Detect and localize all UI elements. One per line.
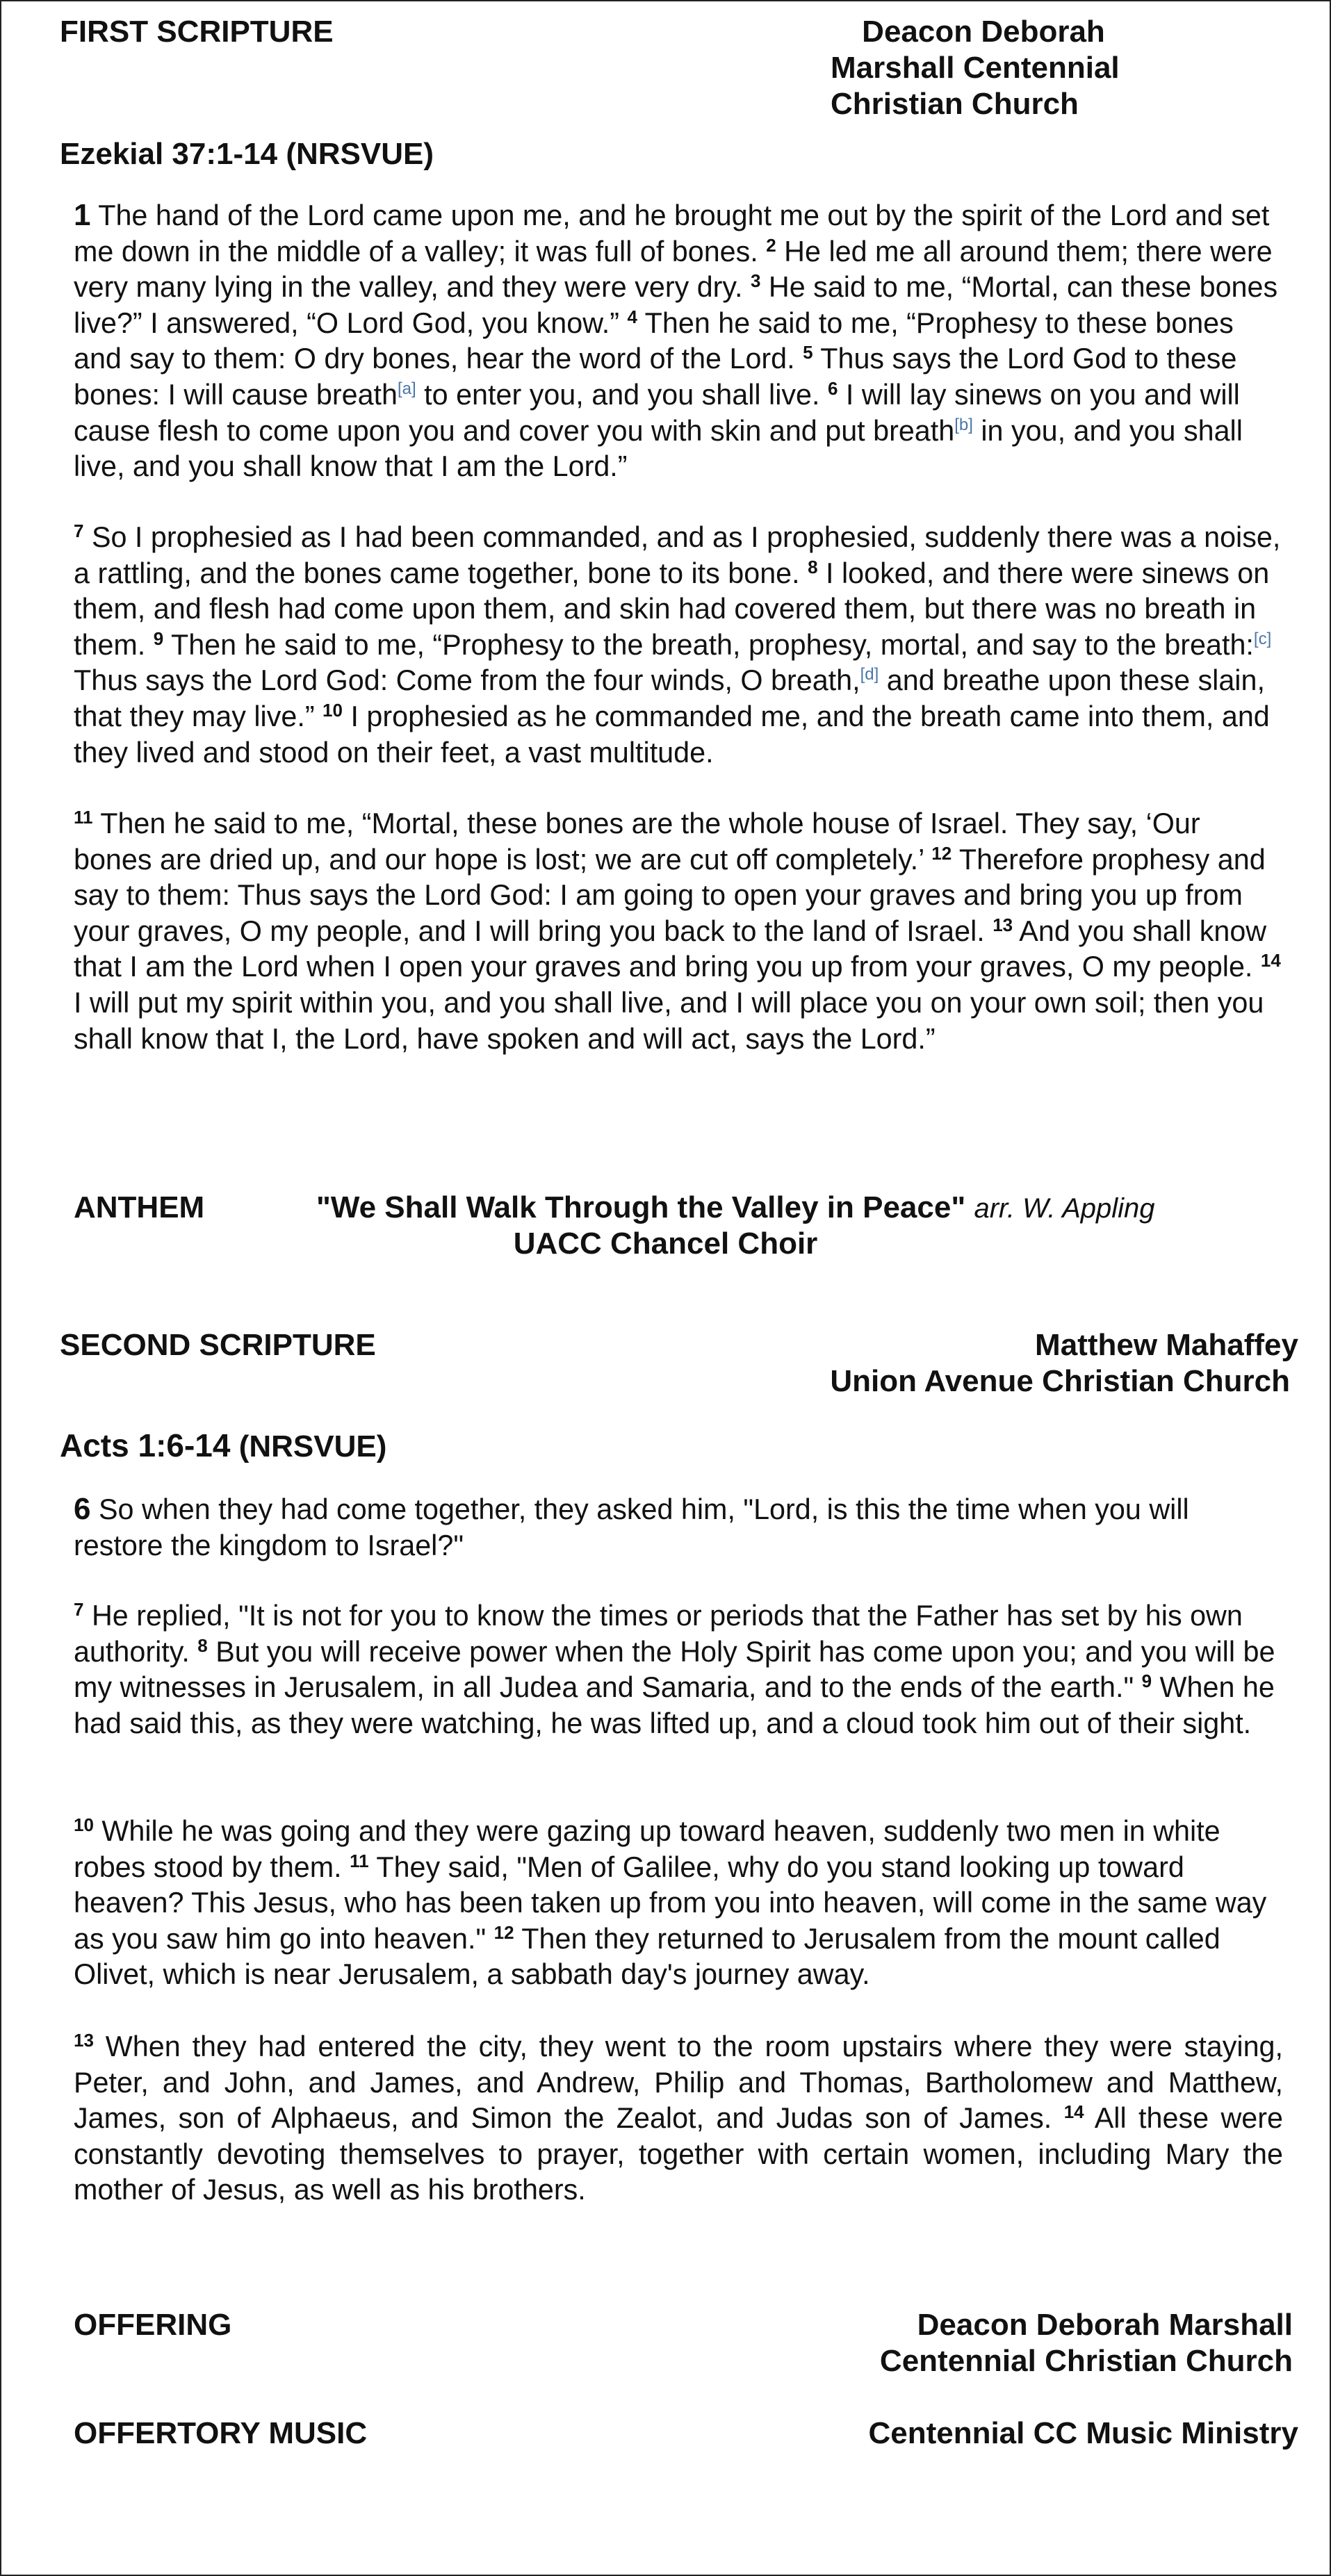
first-scripture-paragraph-1 [74,197,1283,485]
verse-text: to enter you, and you shall live. [416,378,828,411]
verse-number: 6 [74,1492,91,1526]
verse-text: When they had entered the city, they went to the room upstairs where they were staying, Peter, and John, and James, and Andrew, Philip and Thomas, Bartholomew and Matthew, James, son of Alphaeus, and Simon the Zealot, and Judas son of James. [74,2031,1283,2135]
offertory-music-performer: Centennial CC Music Ministry [868,2416,1298,2450]
second-scripture-reader-line-1: Matthew Mahaffey [1035,1328,1298,1362]
verse-number: 3 [750,270,761,292]
anthem-title-line [316,1190,1155,1227]
footnote-link-a[interactable]: [a] [398,379,416,398]
verse-number: 7 [74,520,84,541]
verse-text: The hand of the Lord came upon me, and he brought me out by the spirit of the Lord and set me down in the middle of a valley; it was full of bones. [74,199,1270,268]
verse-number: 8 [197,1634,208,1656]
verse-text: When he had said this, as they were watching, he was lifted up, and a cloud took him out of their sight. [74,1671,1275,1739]
verse-text: and breathe upon these slain, that they may live.” [74,664,1265,732]
first-scripture-reference: Ezekial 37:1-14 (NRSVUE) [60,137,434,171]
anthem-title: "We Shall Walk Through the Valley in Peace" [316,1190,966,1224]
verse-text: He said to me, “Mortal, can these bones live?” I answered, “O Lord God, you know.” [74,271,1278,339]
verse-text: I prophesied as he commanded me, and the breath came into them, and they lived and stood on their feet, a vast multitude. [74,700,1270,769]
verse-number: 7 [74,1599,84,1620]
second-scripture-reference [60,1427,386,1465]
verse-number: 12 [493,1921,514,1943]
verse-text: While he was going and they were gazing up toward heaven, suddenly two men in white robes stood by them. [74,1815,1220,1883]
verse-number: 14 [1260,950,1281,971]
verse-number: 2 [766,234,776,256]
verse-number: 5 [803,342,813,363]
verse-text: I looked, and there were sinews on them, and flesh had come upon them, and skin had covered them, but there was no breath in them. [74,557,1270,661]
verse-text: They said, "Men of Galilee, why do you stand looking up toward heaven? This Jesus, who has been taken up from you into heaven, will come in the same way as you saw him go into heaven." [74,1851,1267,1955]
second-scripture-paragraph-2 [74,1598,1283,1741]
verse-text: Then he said to me, “Prophesy to these bones and say to them: O dry bones, hear the word of the Lord. [74,306,1234,375]
footnote-link-c[interactable]: [c] [1253,629,1272,648]
verse-text: He replied, "It is not for you to know the times or periods that the Father has set by his own authority. [74,1600,1243,1668]
second-scripture-paragraph-1 [74,1491,1283,1564]
verse-number: 9 [153,627,164,649]
verse-text: So I prophesied as I had been commanded, and as I prophesied, suddenly there was a noise, a rattling, and the bones came together, bone to its bone. [74,521,1281,589]
second-scripture-paragraph-4 [74,2029,1283,2208]
verse-text: So when they had come together, they asked him, "Lord, is this the time when you will restore the kingdom to Israel?" [74,1493,1189,1561]
verse-text: Thus says the Lord God: Come from the four winds, O breath, [74,664,860,697]
verse-number: 11 [350,1850,369,1871]
verse-number: 6 [827,377,838,399]
verse-text: All these were constantly devoting themselves to prayer, together with certain women, including Mary the mother of Jesus, as well as his brothers. [74,2102,1283,2206]
verse-number: 13 [993,914,1013,935]
anthem-heading: ANTHEM [74,1190,205,1224]
footnote-link-b[interactable]: [b] [954,415,973,434]
verse-text: He led me all around them; there were very many lying in the valley, and they were very dry. [74,235,1273,304]
second-scripture-heading: SECOND SCRIPTURE [60,1328,376,1362]
anthem-performer: UACC Chancel Choir [513,1227,818,1261]
first-scripture-heading: FIRST SCRIPTURE [60,15,334,49]
verse-text: Thus says the Lord God to these bones: I will cause breath [74,343,1237,411]
offering-heading: OFFERING [74,2308,232,2342]
verse-number: 10 [74,1814,94,1835]
first-scripture-reader-line-2: Marshall Centennial [831,51,1120,85]
verse-text: Then he said to me, “Mortal, these bones are the whole house of Israel. They say, ‘Our bones are dried up, and our hope is lost; we are cut off completely.’ [74,807,1200,876]
reference-book: Acts 1:6-14 [60,1427,231,1463]
verse-text: I will lay sinews on you and will cause flesh to come upon you and cover you with skin and put breath [74,378,1240,447]
anthem-arranger: arr. W. Appling [974,1193,1155,1224]
verse-number: 12 [931,842,952,864]
first-scripture-reader-line-1: Deacon Deborah [862,15,1105,49]
second-scripture-paragraph-3 [74,1814,1283,1993]
reference-version: (NRSVUE) [238,1429,387,1463]
verse-text: Then he said to me, “Prophesy to the breath, prophesy, mortal, and say to the breath: [163,628,1254,661]
verse-number: 13 [74,2030,94,2051]
verse-number: 9 [1141,1671,1152,1692]
verse-text: Then they returned to Jerusalem from the mount called Olivet, which is near Jerusalem, a sabbath day's journey away. [74,1922,1220,1991]
verse-number: 1 [74,198,91,232]
first-scripture-paragraph-2 [74,520,1304,771]
offering-reader-line-2: Centennial Christian Church [879,2344,1293,2378]
verse-text: I will put my spirit within you, and you shall live, and I will place you on your own soil; then you shall know that I, the Lord, have spoken and will act, says the Lord.” [74,986,1264,1055]
verse-number: 8 [808,556,818,577]
verse-text: Therefore prophesy and say to them: Thus says the Lord God: I am going to open your graves and bring you up from your graves, O my people, and I will bring you back to the land of Israel. [74,843,1266,947]
first-scripture-reader-line-3: Christian Church [831,87,1079,121]
verse-text: But you will receive power when the Holy Spirit has come upon you; and you will be my witnesses in Jerusalem, in all Judea and Samaria, and to the ends of the earth." [74,1635,1275,1704]
footnote-link-d[interactable]: [d] [860,665,879,684]
offering-reader-line-1: Deacon Deborah Marshall [917,2308,1293,2342]
verse-number: 10 [322,699,343,721]
verse-number: 11 [74,807,93,828]
verse-number: 4 [627,306,637,327]
second-scripture-reader-line-2: Union Avenue Christian Church [830,1364,1290,1398]
verse-number: 14 [1063,2101,1084,2123]
offertory-music-heading: OFFERTORY MUSIC [74,2416,368,2450]
verse-text: in you, and you shall live, and you shall know that I am the Lord.” [74,414,1243,483]
verse-text: And you shall know that I am the Lord when I open your graves and bring you up from your graves, O my people. [74,914,1267,983]
first-scripture-paragraph-3 [74,806,1283,1057]
